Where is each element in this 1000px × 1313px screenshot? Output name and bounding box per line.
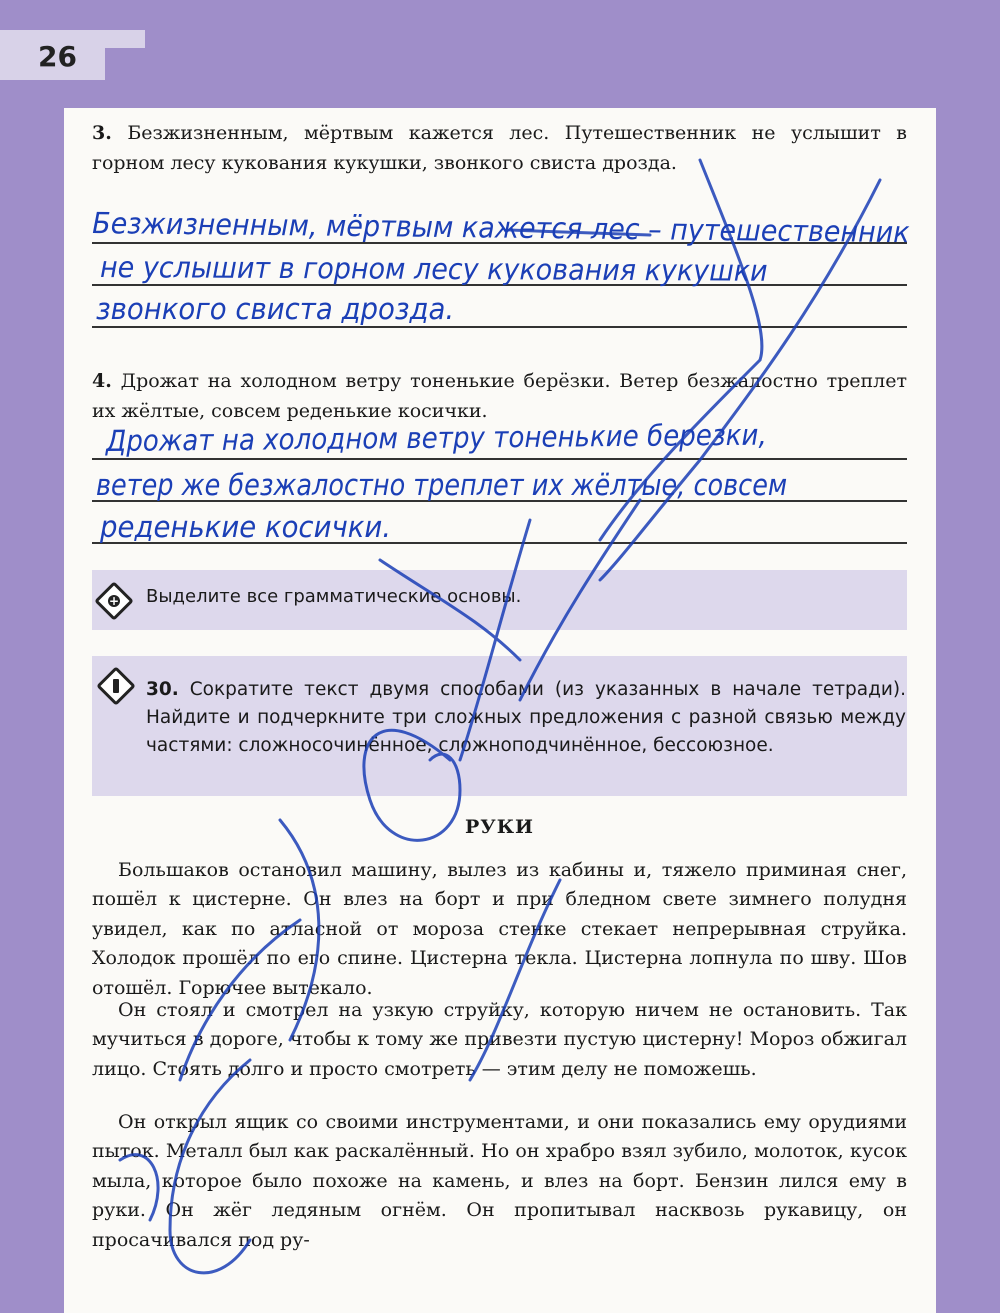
instruction-text: Выделите все грамматические основы.	[146, 586, 522, 607]
story-paragraph: Он стоял и смотрел на узкую струйку, которую ничем не остановить. Так мучиться в дороге, чтобы к тому же привезти пустую цистерну! Мороз обжигал лицо. Стоять долго и просто смотреть — этим делу не поможешь.	[92, 999, 907, 1080]
page-number-top-strip	[0, 0, 145, 30]
answer-line	[92, 326, 907, 328]
pencil-diamond-icon	[96, 666, 136, 706]
handwritten-answer-line: Безжизненным, мёртвым кажется лес – путешественник	[92, 206, 910, 250]
task-3	[92, 118, 907, 178]
task-4	[92, 366, 907, 426]
story-title: РУКИ	[465, 816, 534, 838]
exercise-30-text: Сократите текст двумя способами (из указанных в начале тетради). Найдите и подчеркните три сложных предложения с разной связью между частями: сложносочинённое, сложноподчинённое, бессоюзное.	[146, 679, 906, 756]
page-number-box	[0, 0, 145, 80]
page-number-accent	[105, 48, 145, 80]
handwritten-answer-line: Дрожат на холодном ветру тоненькие березки,	[105, 417, 767, 458]
page-number: 26	[38, 40, 77, 73]
instruction-band	[92, 570, 907, 630]
story-paragraph: Он открыл ящик со своими инструментами, и они показались ему орудиями пыток. Металл был как раскалённый. Но он храбро взял зубило, молоток, кусок мыла, которое было похоже на камень, и влез на борт. Бензин лился ему в руки. Он жёг ледяным огнём. Он пропитывал насквозь рукавицу, он просачивался под ру-	[92, 1111, 907, 1251]
task-3-text: Безжизненным, мёртвым кажется лес. Путешественник не услышит в горном лесу кукования кукушки, звонкого свиста дрозда.	[92, 122, 907, 174]
task-4-text: Дрожат на холодном ветру тоненькие берёзки. Ветер безжалостно треплет их жёлтые, совсем реденькие косички.	[92, 370, 907, 422]
exercise-30-number: 30.	[146, 679, 179, 700]
answer-line	[92, 458, 907, 460]
task-3-number: 3.	[92, 122, 112, 144]
handwritten-answer-line: не услышит в горном лесу кукования кукушки	[100, 250, 768, 288]
plus-diamond-icon: +	[94, 581, 134, 621]
handwritten-answer-line: реденькие косички.	[100, 510, 392, 544]
exercise-30	[146, 676, 906, 760]
task-4-number: 4.	[92, 370, 112, 392]
handwritten-answer-line: ветер же безжалостно треплет их жёлтые, совсем	[96, 468, 788, 502]
story-paragraph: Большаков остановил машину, вылез из кабины и, тяжело приминая снег, пошёл к цистерне. Он влез на борт и при бледном свете зимнего полудня увидел, как по атласной от мороза стенке стекает непрерывная струйка. Холодок прошёл по его спине. Цистерна текла. Цистерна лопнула по шву. Шов отошёл. Горючее вытекало.	[92, 859, 907, 999]
handwritten-answer-line: звонкого свиста дрозда.	[96, 292, 455, 326]
